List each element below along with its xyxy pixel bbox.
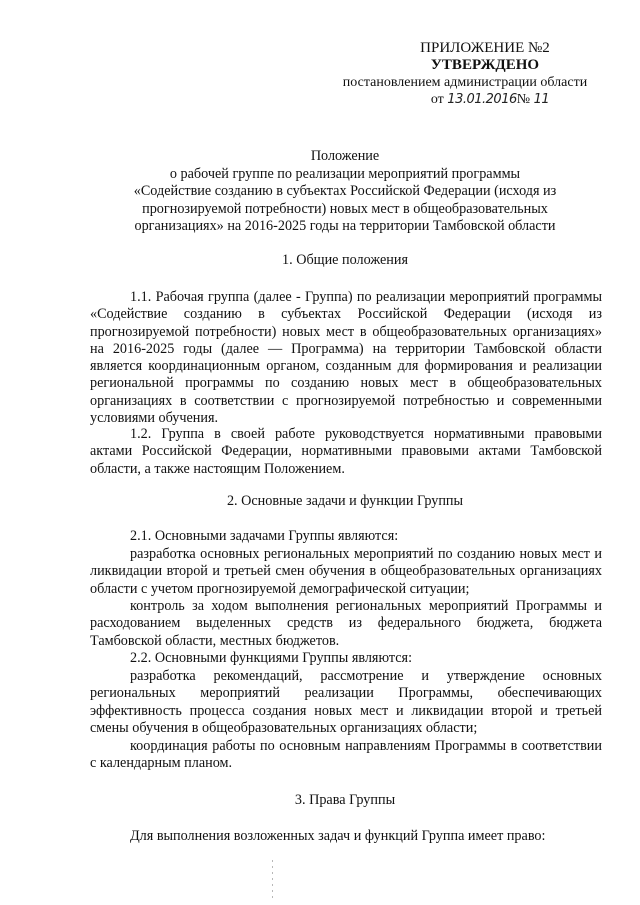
title-line-4: организациях» на 2016-2025 годы на территории Тамбовской области	[134, 218, 556, 235]
approval-date-line	[330, 91, 600, 108]
paragraph-2-2-item-1: разработка рекомендаций, рассмотрение и утверждение основных региональных мероприятий реализации Программы, обеспечивающих эффективность процесса создания новых мест и ликвидации второй и третьей смены обучения в общеобразовательных организациях области;	[90, 668, 602, 736]
title-line-1: о рабочей группе по реализации мероприятий программы	[169, 165, 521, 182]
paragraph-2-1-item-2: контроль за ходом выполнения региональных мероприятий Программы и расходованием выделенных средств из федерального бюджета, бюджета Тамбовской области, местных бюджетов.	[90, 598, 602, 649]
handwritten-date: 13.01.2016	[447, 92, 517, 107]
paragraph-2-1: 2.1. Основными задачами Группы являются:	[130, 528, 399, 544]
section-2-heading: 2. Основные задачи и функции Группы	[226, 493, 464, 509]
paragraph-2-1-item-1: разработка основных региональных мероприятий по созданию новых мест и ликвидации второй и третьей смен обучения в общеобразовательных организациях области с учетом прогнозируемой демографической ситуации;	[90, 546, 602, 597]
approved-label: УТВЕРЖДЕНО	[430, 57, 540, 73]
annex-label: ПРИЛОЖЕНИЕ №2	[420, 40, 550, 56]
approval-stamp	[330, 40, 600, 108]
paragraph-2-2-item-2: координация работы по основным направлениям Программы в соответствии с календарным планом.	[90, 738, 602, 772]
handwritten-number: 11	[533, 92, 550, 107]
paragraph-2-2: 2.2. Основными функциями Группы являются:	[130, 650, 413, 666]
number-prefix: №	[516, 92, 531, 107]
paragraph-3-intro: Для выполнения возложенных задач и функций Группа имеет право:	[130, 828, 546, 844]
title-word: Положение	[310, 148, 380, 164]
title-line-2: «Содействие созданию в субъектах Российской Федерации (исходя из	[133, 183, 557, 200]
section-3-heading: 3. Права Группы	[294, 792, 396, 808]
scan-fold-mark	[272, 860, 273, 900]
document-title	[90, 148, 600, 236]
paragraph-1-1: 1.1. Рабочая группа (далее - Группа) по реализации мероприятий программы «Содействие созданию в субъектах Российской Федерации (исходя из прогнозируемой потребности) новых мест в общеобразовательных организациях» на 2016-2025 годы (далее — Программа) на территории Тамбовской области является координационным органом, созданным для формирования и реализации региональной программы по созданию новых мест в общеобразовательных организациях в соответствии с прогнозируемой потребностью и современными условиями обучения.	[90, 289, 602, 427]
approved-by: постановлением администрации области	[342, 75, 588, 90]
section-1-heading: 1. Общие положения	[282, 252, 408, 268]
paragraph-1-2: 1.2. Группа в своей работе руководствуется нормативными правовыми актами Российской Федерации, нормативными правовыми актами Тамбовской области, а также настоящим Положением.	[90, 426, 602, 477]
title-line-3: прогнозируемой потребности) новых мест в общеобразовательных	[142, 200, 548, 217]
date-prefix: от	[430, 92, 444, 107]
